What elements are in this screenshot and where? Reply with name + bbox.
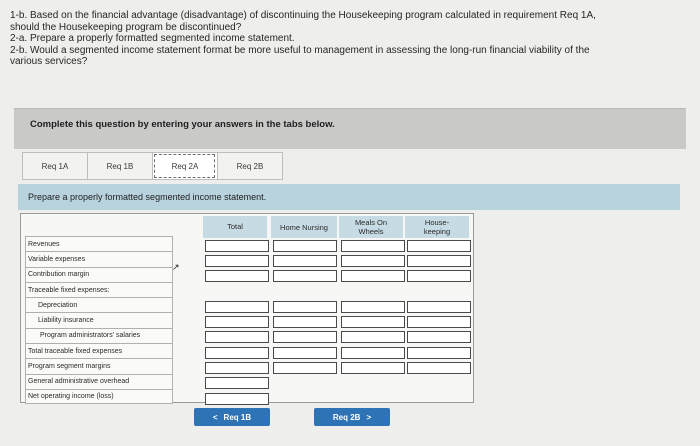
mouse-pointer-icon: ↗ — [172, 262, 180, 272]
segmented-income-statement — [20, 213, 474, 403]
row-label: Revenues — [25, 236, 173, 251]
amount-input[interactable] — [205, 362, 269, 374]
question-text — [10, 10, 690, 68]
amount-input[interactable] — [273, 362, 337, 374]
question-line: various services? — [10, 56, 88, 68]
row-label: Depreciation — [25, 297, 173, 312]
amount-input[interactable] — [407, 347, 471, 359]
question-line: 2-b. Would a segmented income statement format be more useful to management in assessing the long-run financial viability of the — [10, 44, 590, 56]
amount-input[interactable] — [407, 331, 471, 343]
amount-input[interactable] — [341, 270, 405, 282]
amount-input[interactable] — [205, 331, 269, 343]
header-meals-on-wheels: Meals On Wheels — [339, 216, 403, 238]
amount-input[interactable] — [273, 240, 337, 252]
chevron-left-icon: < — [212, 412, 218, 422]
question-line: 1-b. Based on the financial advantage (disadvantage) of discontinuing the Housekeeping program calculated in requirement Req 1A, — [10, 10, 596, 21]
amount-input[interactable] — [205, 301, 269, 313]
row-label: Variable expenses — [25, 251, 173, 266]
row-label: General administrative overhead — [25, 374, 173, 389]
amount-input[interactable] — [205, 240, 269, 252]
row-label: Contribution margin — [25, 267, 173, 282]
amount-input[interactable] — [341, 347, 405, 359]
question-line: 2-a. Prepare a properly formatted segmented income statement. — [10, 33, 295, 45]
instructions-panel — [14, 108, 686, 149]
next-req-button[interactable] — [314, 408, 390, 426]
amount-input[interactable] — [273, 316, 337, 328]
amount-input[interactable] — [341, 301, 405, 313]
chevron-right-icon: > — [366, 412, 372, 422]
instructions-text: Complete this question by entering your answers in the tabs below. — [30, 119, 335, 130]
amount-input[interactable] — [407, 362, 471, 374]
amount-input[interactable] — [205, 347, 269, 359]
prev-req-button[interactable] — [194, 408, 270, 426]
tab-req-1a[interactable]: Req 1A — [22, 152, 87, 180]
header-total: Total — [203, 216, 267, 238]
next-req-label: Req 2B — [332, 412, 361, 422]
amount-input[interactable] — [205, 270, 269, 282]
amount-input[interactable] — [407, 270, 471, 282]
row-label: Program administrators' salaries — [25, 328, 173, 343]
amount-input[interactable] — [341, 240, 405, 252]
amount-input[interactable] — [273, 331, 337, 343]
amount-input[interactable] — [407, 316, 471, 328]
amount-input[interactable] — [205, 255, 269, 267]
amount-input[interactable] — [407, 301, 471, 313]
amount-input[interactable] — [273, 270, 337, 282]
header-housekeeping: House- keeping — [405, 216, 469, 238]
header-home-nursing: Home Nursing — [271, 216, 337, 238]
prompt-bar — [18, 184, 680, 210]
row-label: Net operating income (loss) — [25, 389, 173, 404]
row-labels — [25, 236, 173, 404]
question-line: should the Housekeeping program be discontinued? — [10, 21, 242, 33]
amount-input[interactable] — [273, 255, 337, 267]
requirement-tabs — [22, 152, 283, 180]
tab-req-2a[interactable]: Req 2A — [152, 152, 217, 180]
amount-input[interactable] — [205, 393, 269, 405]
amount-input[interactable] — [273, 347, 337, 359]
amount-input[interactable] — [407, 240, 471, 252]
row-label: Program segment margins — [25, 358, 173, 373]
tab-req-2b[interactable]: Req 2B — [217, 152, 283, 180]
row-label: Liability insurance — [25, 312, 173, 327]
amount-input[interactable] — [205, 377, 269, 389]
row-label: Traceable fixed expenses: — [25, 282, 173, 297]
amount-input[interactable] — [341, 316, 405, 328]
amount-input[interactable] — [341, 362, 405, 374]
amount-input[interactable] — [341, 255, 405, 267]
prompt-text: Prepare a properly formatted segmented income statement. — [28, 192, 267, 202]
prev-req-label: Req 1B — [223, 412, 252, 422]
row-label: Total traceable fixed expenses — [25, 343, 173, 358]
amount-input[interactable] — [205, 316, 269, 328]
tab-req-1b[interactable]: Req 1B — [87, 152, 152, 180]
amount-input[interactable] — [407, 255, 471, 267]
amount-input[interactable] — [273, 301, 337, 313]
amount-input[interactable] — [341, 331, 405, 343]
